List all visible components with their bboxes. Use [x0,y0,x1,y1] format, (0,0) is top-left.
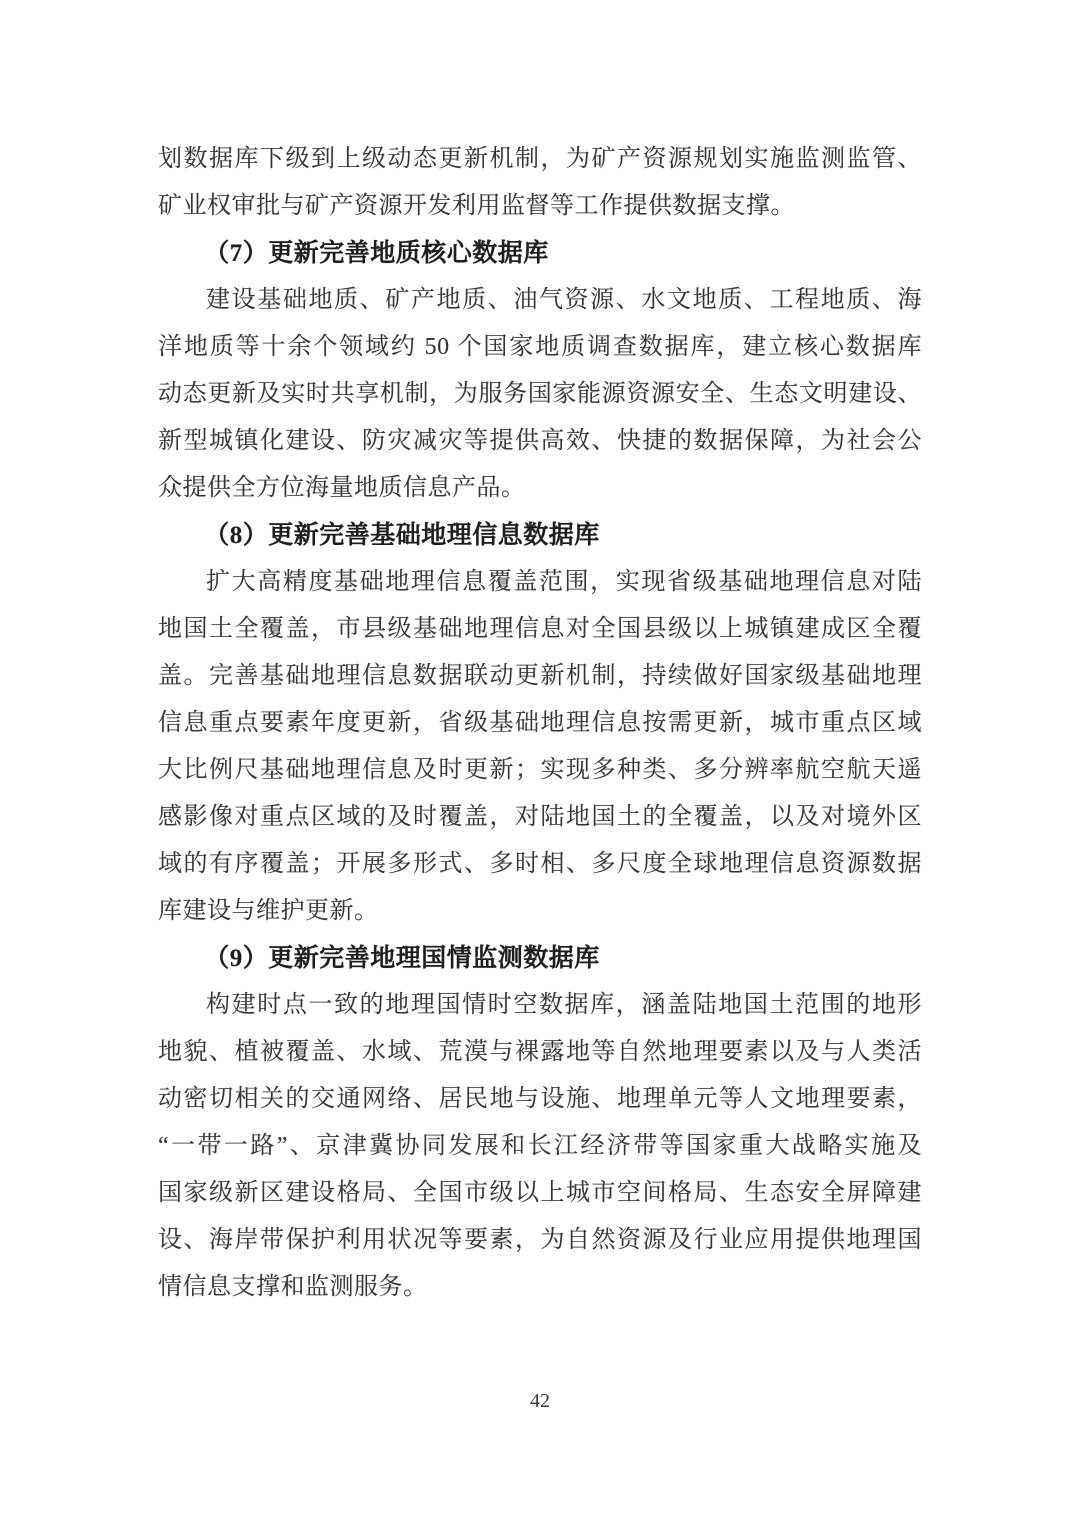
text-line: 域的有序覆盖；开展多形式、多时相、多尺度全球地理信息资源数据 [158,851,922,877]
paragraph [158,559,922,935]
text-line: 感影像对重点区域的及时覆盖，对陆地国土的全覆盖，以及对境外区 [158,804,922,830]
text-line: 构建时点一致的地理国情时空数据库，涵盖陆地国土范围的地形 [206,992,922,1018]
paragraph [158,277,922,512]
text-line: 众提供全方位海量地质信息产品。 [158,475,526,501]
text-line: 盖。完善基础地理信息数据联动更新机制，持续做好国家级基础地理 [158,663,922,689]
text-line: 洋地质等十余个领域约 50 个国家地质调查数据库，建立核心数据库 [158,334,922,360]
section-heading-7: （7）更新完善地质核心数据库 [204,240,549,267]
section-heading-8: （8）更新完善基础地理信息数据库 [204,522,600,549]
text-line: 大比例尺基础地理信息及时更新；实现多种类、多分辨率航空航天遥 [158,757,922,783]
text-line: 设、海岸带保护利用状况等要素，为自然资源及行业应用提供地理国 [158,1227,922,1253]
text-line: 国家级新区建设格局、全国市级以上城市空间格局、生态安全屏障建 [158,1180,922,1206]
text-line: 建设基础地质、矿产地质、油气资源、水文地质、工程地质、海 [206,287,922,313]
page-number: 42 [530,1390,550,1412]
text-line: 扩大高精度基础地理信息覆盖范围，实现省级基础地理信息对陆 [206,569,922,595]
text-line: 地貌、植被覆盖、水域、荒漠与裸露地等自然地理要素以及与人类活 [158,1039,922,1065]
text-line: 动密切相关的交通网络、居民地与设施、地理单元等人文地理要素， [158,1086,922,1112]
text-line: 划数据库下级到上级动态更新机制，为矿产资源规划实施监测监管、 [158,146,922,172]
text-line: 矿业权审批与矿产资源开发利用监督等工作提供数据支撑。 [158,193,795,219]
section-heading-9: （9）更新完善地理国情监测数据库 [204,945,600,972]
paragraph-continuation [158,136,922,230]
paragraph [158,982,922,1311]
text-line: 动态更新及实时共享机制，为服务国家能源资源安全、生态文明建设、 [158,381,922,407]
page-content [158,136,922,1311]
text-line: 库建设与维护更新。 [158,898,379,924]
text-line: 地国土全覆盖，市县级基础地理信息对全国县级以上城镇建成区全覆 [158,616,922,642]
text-line: “一带一路”、京津冀协同发展和长江经济带等国家重大战略实施及 [158,1133,922,1159]
text-line: 情信息支撑和监测服务。 [158,1274,428,1300]
text-line: 信息重点要素年度更新，省级基础地理信息按需更新，城市重点区域 [158,710,922,736]
text-line: 新型城镇化建设、防灾减灾等提供高效、快捷的数据保障，为社会公 [158,428,922,454]
